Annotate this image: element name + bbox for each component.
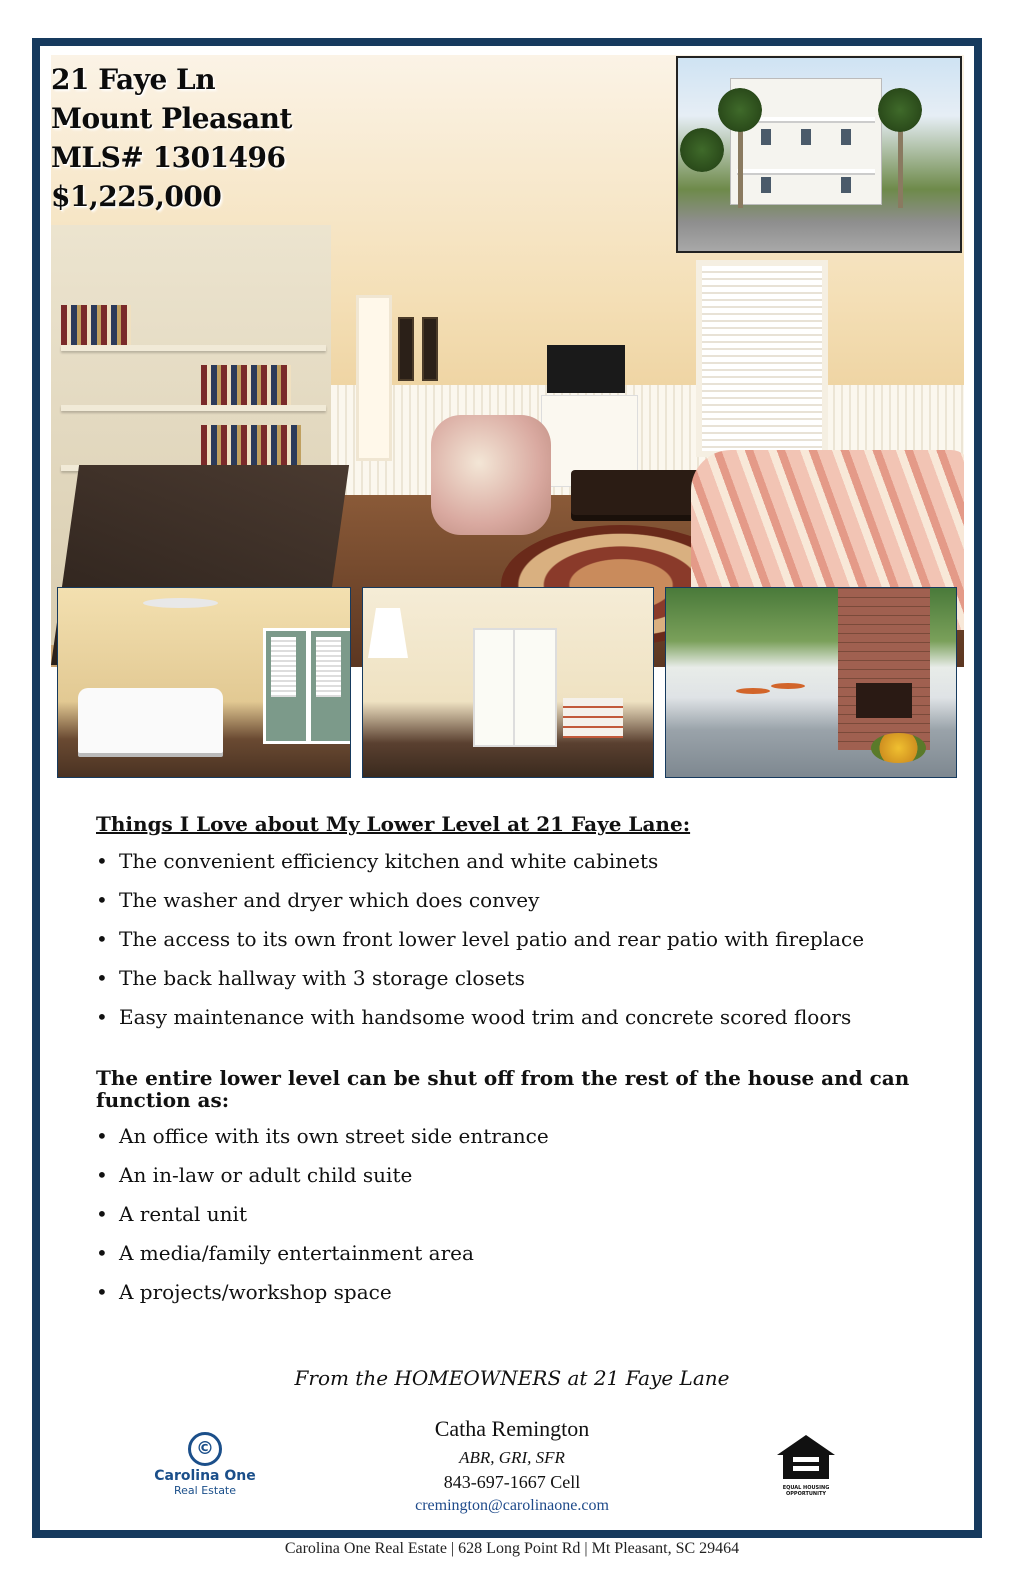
logo-name: Carolina One — [154, 1468, 256, 1484]
features-list — [96, 846, 936, 1041]
floral-armchair — [431, 415, 551, 535]
eho-line2: OPPORTUNITY — [785, 1491, 826, 1497]
bedroom-photo — [57, 587, 351, 778]
list-item: • A projects/workshop space — [96, 1277, 936, 1316]
listing-description — [96, 812, 936, 1316]
hallway-door — [356, 295, 392, 461]
firebox — [856, 683, 912, 718]
palm-tree — [878, 88, 922, 132]
uses-heading: The entire lower level can be shut off from the rest of the house and can function as: — [96, 1066, 910, 1112]
eho-line1: EQUAL HOUSING — [782, 1485, 830, 1491]
agent-phone: 843-697-1667 Cell — [443, 1472, 581, 1492]
bistro-chair — [771, 683, 805, 689]
closet-door — [513, 628, 557, 747]
equal-housing-logo — [772, 1433, 840, 1497]
closet-door — [473, 628, 517, 747]
staircase — [563, 698, 623, 738]
french-door — [308, 628, 351, 744]
bed — [78, 688, 223, 753]
shuttered-window — [696, 260, 828, 457]
exterior-photo — [676, 56, 962, 253]
uses-list — [96, 1121, 936, 1316]
patio-photo — [665, 587, 957, 778]
tree — [680, 128, 724, 172]
agent-email[interactable]: cremington@carolinaone.com — [415, 1497, 609, 1514]
agent-contact — [312, 1416, 712, 1518]
palm-tree — [718, 88, 762, 132]
copyright-icon: © — [188, 1432, 222, 1466]
list-item: • An in-law or adult child suite — [96, 1160, 936, 1199]
list-item: • The access to its own front lower level patio and rear patio with fireplace — [96, 924, 936, 963]
brick-fireplace — [838, 588, 930, 750]
bistro-table — [736, 688, 770, 694]
homeowner-tagline: From the HOMEOWNERS at 21 Faye Lane — [294, 1366, 730, 1390]
carolina-one-logo — [150, 1432, 260, 1497]
list-item: • The convenient efficiency kitchen and white cabinets — [96, 846, 936, 885]
logo-subtitle: Real Estate — [173, 1484, 237, 1497]
list-item: • Easy maintenance with handsome wood trim and concrete scored floors — [96, 1002, 936, 1041]
address-line1: 21 Faye Ln — [51, 63, 216, 96]
hallway-photo — [362, 587, 654, 778]
wall-art — [398, 317, 414, 381]
features-heading: Things I Love about My Lower Level at 21 Faye Lane: — [96, 812, 691, 836]
flower-planter — [871, 733, 926, 763]
list-item: • The back hallway with 3 storage closets — [96, 963, 936, 1002]
listing-header — [51, 60, 292, 216]
equal-housing-icon — [775, 1433, 837, 1481]
listing-price: $1,225,000 — [51, 180, 222, 213]
list-item: • The washer and dryer which does convey — [96, 885, 936, 924]
mls-number: MLS# 1301496 — [51, 141, 286, 174]
list-item: • A media/family entertainment area — [96, 1238, 936, 1277]
footer-address: Carolina One Real Estate | 628 Long Point Rd | Mt Pleasant, SC 29464 — [284, 1540, 740, 1557]
agent-name: Catha Remington — [434, 1416, 590, 1441]
french-door — [263, 628, 309, 744]
address-line2: Mount Pleasant — [51, 102, 292, 135]
agent-credentials: ABR, GRI, SFR — [459, 1448, 565, 1467]
list-item: • A rental unit — [96, 1199, 936, 1238]
list-item: • An office with its own street side entrance — [96, 1121, 936, 1160]
wall-art — [422, 317, 438, 381]
ceiling-fan — [143, 598, 218, 608]
television — [547, 345, 625, 393]
lamp — [368, 608, 408, 658]
